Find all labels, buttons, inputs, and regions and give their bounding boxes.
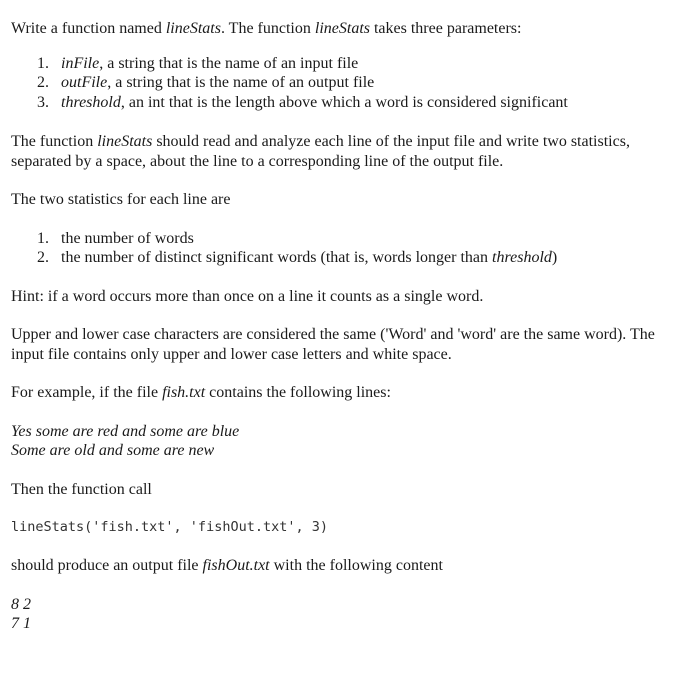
- list-item: 1. the number of words: [37, 229, 194, 247]
- list-item: 2. outFile, a string that is the name of an output file: [37, 74, 375, 91]
- example-paragraph: For example, if the file fish.txt contains the following lines:: [11, 384, 391, 401]
- produce-paragraph: should produce an output file fishOut.txt with the following content: [11, 557, 443, 574]
- analysis-paragraph: The function lineStats should read and analyze each line of the input file and write two statistics, separated by a space, about the line to a corresponding line of the output file.: [11, 133, 630, 170]
- fish-file-contents: Yes some are red and some are blue Some are old and some are new: [11, 422, 240, 459]
- statistics-intro: The two statistics for each line are: [11, 191, 231, 208]
- list-item: 2. the number of distinct significant words (that is, words longer than threshold): [37, 249, 558, 266]
- statistics-list: [11, 229, 691, 268]
- case-paragraph: Upper and lower case characters are considered the same ('Word' and 'word' are the same word). The input file contains only upper and lower case letters and white space.: [11, 326, 655, 363]
- output-file-contents: 8 2 7 1: [11, 595, 31, 632]
- hint-paragraph: Hint: if a word occurs more than once on a line it counts as a single word.: [11, 287, 484, 305]
- intro-paragraph: Write a function named lineStats. The function lineStats takes three parameters:: [11, 20, 522, 37]
- then-paragraph: Then the function call: [11, 480, 152, 498]
- list-item: 3. threshold, an int that is the length above which a word is considered significant: [37, 93, 568, 111]
- list-item: 1. inFile, a string that is the name of an input file: [37, 54, 359, 72]
- parameter-list: [11, 54, 691, 113]
- function-call-code: lineStats('fish.txt', 'fishOut.txt', 3): [11, 519, 328, 535]
